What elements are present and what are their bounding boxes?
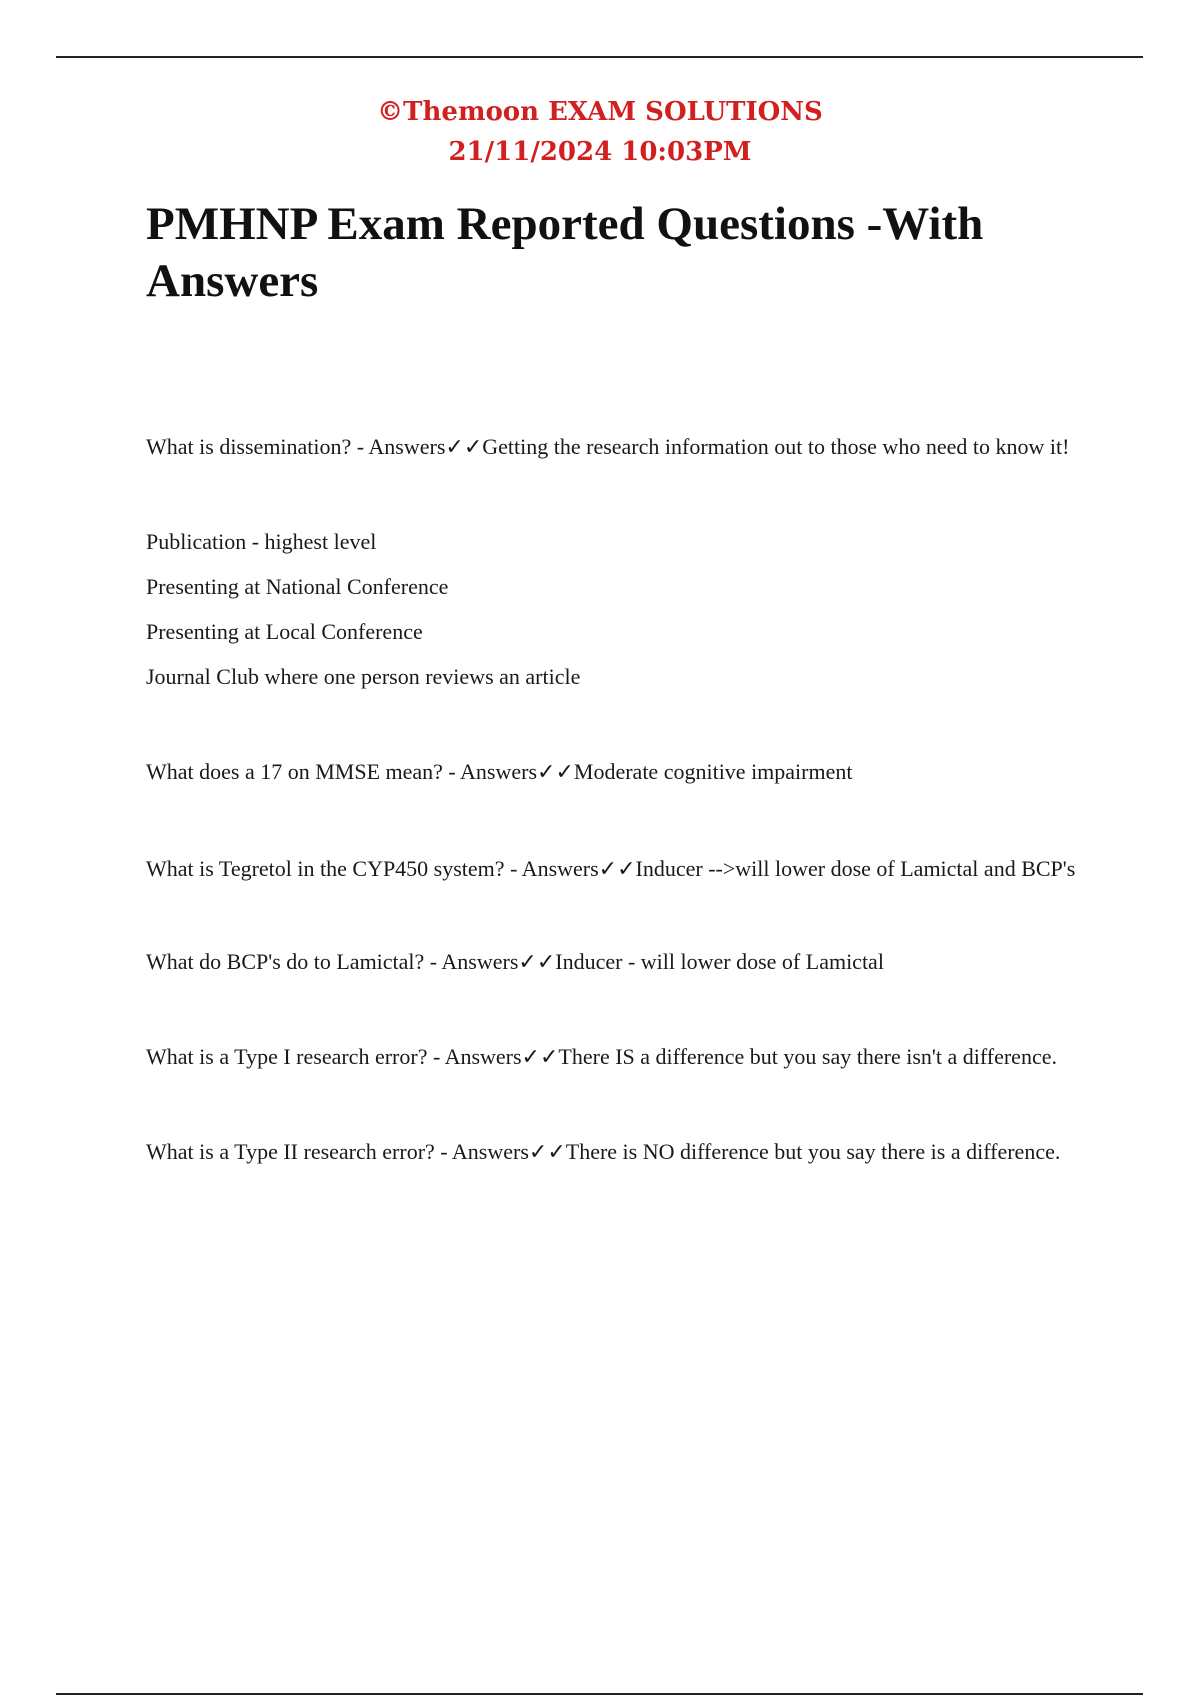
bottom-divider (56, 1693, 1143, 1695)
watermark-line-2: 21/11/2024 10:03PM (448, 137, 752, 167)
list-item: Presenting at Local Conference (146, 619, 423, 644)
watermark (0, 92, 1200, 172)
qa-item-type-1-error: What is a Type I research error? - Answers✓✓There IS a difference but you say there isn't a difference. (146, 1044, 1057, 1069)
qa-item-bcp: What do BCP's do to Lamictal? - Answers✓✓Inducer - will lower dose of Lamictal (146, 949, 884, 974)
list-item: Journal Club where one person reviews an article (146, 664, 581, 689)
document-body (146, 431, 1076, 1168)
qa-item-dissemination: What is dissemination? - Answers✓✓Getting the research information out to those who need to know it! (146, 434, 1070, 459)
dissemination-levels-list (146, 526, 1076, 693)
document-title: PMHNP Exam Reported Questions -With Answers (146, 198, 984, 307)
qa-item-mmse: What does a 17 on MMSE mean? - Answers✓✓Moderate cognitive impairment (146, 759, 853, 784)
top-divider (56, 56, 1143, 58)
qa-item-tegretol: What is Tegretol in the CYP450 system? - Answers✓✓Inducer -->will lower dose of Lamictal and BCP's (146, 856, 1076, 881)
watermark-line-1: ©Themoon EXAM SOLUTIONS (377, 97, 823, 127)
qa-item-type-2-error: What is a Type II research error? - Answers✓✓There is NO difference but you say there is a difference. (146, 1139, 1061, 1164)
list-item: Presenting at National Conference (146, 574, 449, 599)
list-item: Publication - highest level (146, 529, 377, 554)
